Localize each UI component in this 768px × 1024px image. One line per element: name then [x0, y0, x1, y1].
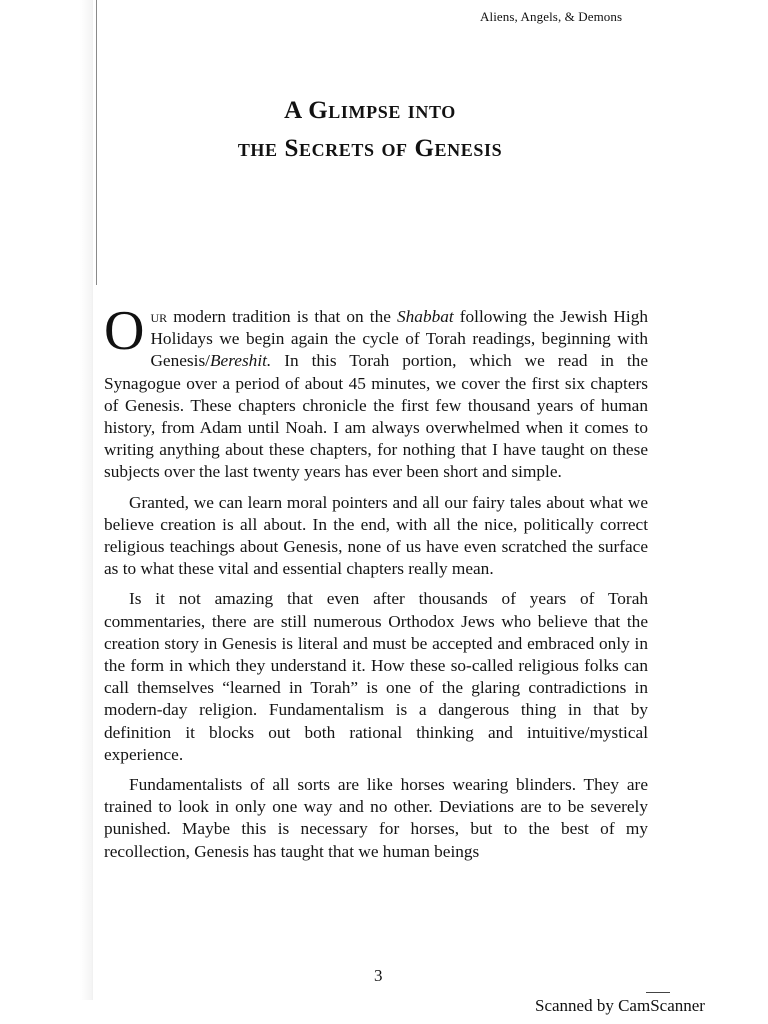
running-header: Aliens, Angels, & Demons: [480, 9, 623, 24]
paragraph-1-italic-shabbat: Shabbat: [397, 307, 454, 326]
chapter-title: [150, 92, 590, 168]
scanner-watermark: Scanned by CamScanner: [535, 996, 705, 1015]
page-edge-shadow: [0, 0, 93, 1000]
paragraph-1-text-a: modern tradition is that on the: [167, 307, 398, 326]
drop-cap: O: [104, 300, 145, 362]
paragraph-1-italic-bereshit: Bereshit.: [209, 351, 272, 371]
paragraph-2: Granted, we can learn moral pointers and all our fairy tales about what we believe creation is all about. In the end, with all the nice, politically correct religious teachings about Genesis, none of us have even scratched the surface as to what these vital and essential chapters really mean.: [104, 492, 648, 579]
paragraph-3: Is it not amazing that even after thousands of years of Torah commentaries, there are still numerous Orthodox Jews who believe that the creation story in Genesis is literal and must be accepted and embraced only in the form in which they understand it. How these so-called religious folks can call themselves “learned in Torah” is one of the glaring contradictions in modern-day religion. Fundamentalism is a dangerous thing in that by definition it blocks out both rational thinking and intuitive/mystical experience.: [104, 589, 648, 764]
body-text: [104, 300, 648, 871]
paragraph-4: Fundamentalists of all sorts are like horses wearing blinders. They are trained to look in only one way and no other. Deviations are to be severely punished. Maybe this is necessary for horses, but to the best of my recollection, Genesis has taught that we human beings: [104, 775, 648, 861]
paragraph-1-text-c: In this Torah portion, which we read in the Synagogue over a period of about 45 minutes, we cover the first six chapters of Genesis. These chapters chronicle the first few thousand years of human history, from Adam until Noah. I am always overwhelmed when it comes to writing anything about these chapters, for nothing that I have taught on these subjects over the last twenty years has ever been short and simple.: [104, 351, 648, 482]
binding-line: [96, 0, 97, 285]
paragraph-1: [104, 300, 648, 484]
paragraph-1-text-b: following the Jewish High Holidays we begin again the cycle of Torah readings, beginning with Genesis/: [150, 307, 648, 371]
paragraph-1-lead: ur: [150, 307, 168, 326]
footer-rule: [646, 992, 670, 993]
chapter-title-line-2: the Secrets of Genesis: [237, 135, 503, 162]
chapter-title-line-1: A Glimpse into: [284, 97, 456, 124]
page-number: 3: [374, 966, 383, 985]
